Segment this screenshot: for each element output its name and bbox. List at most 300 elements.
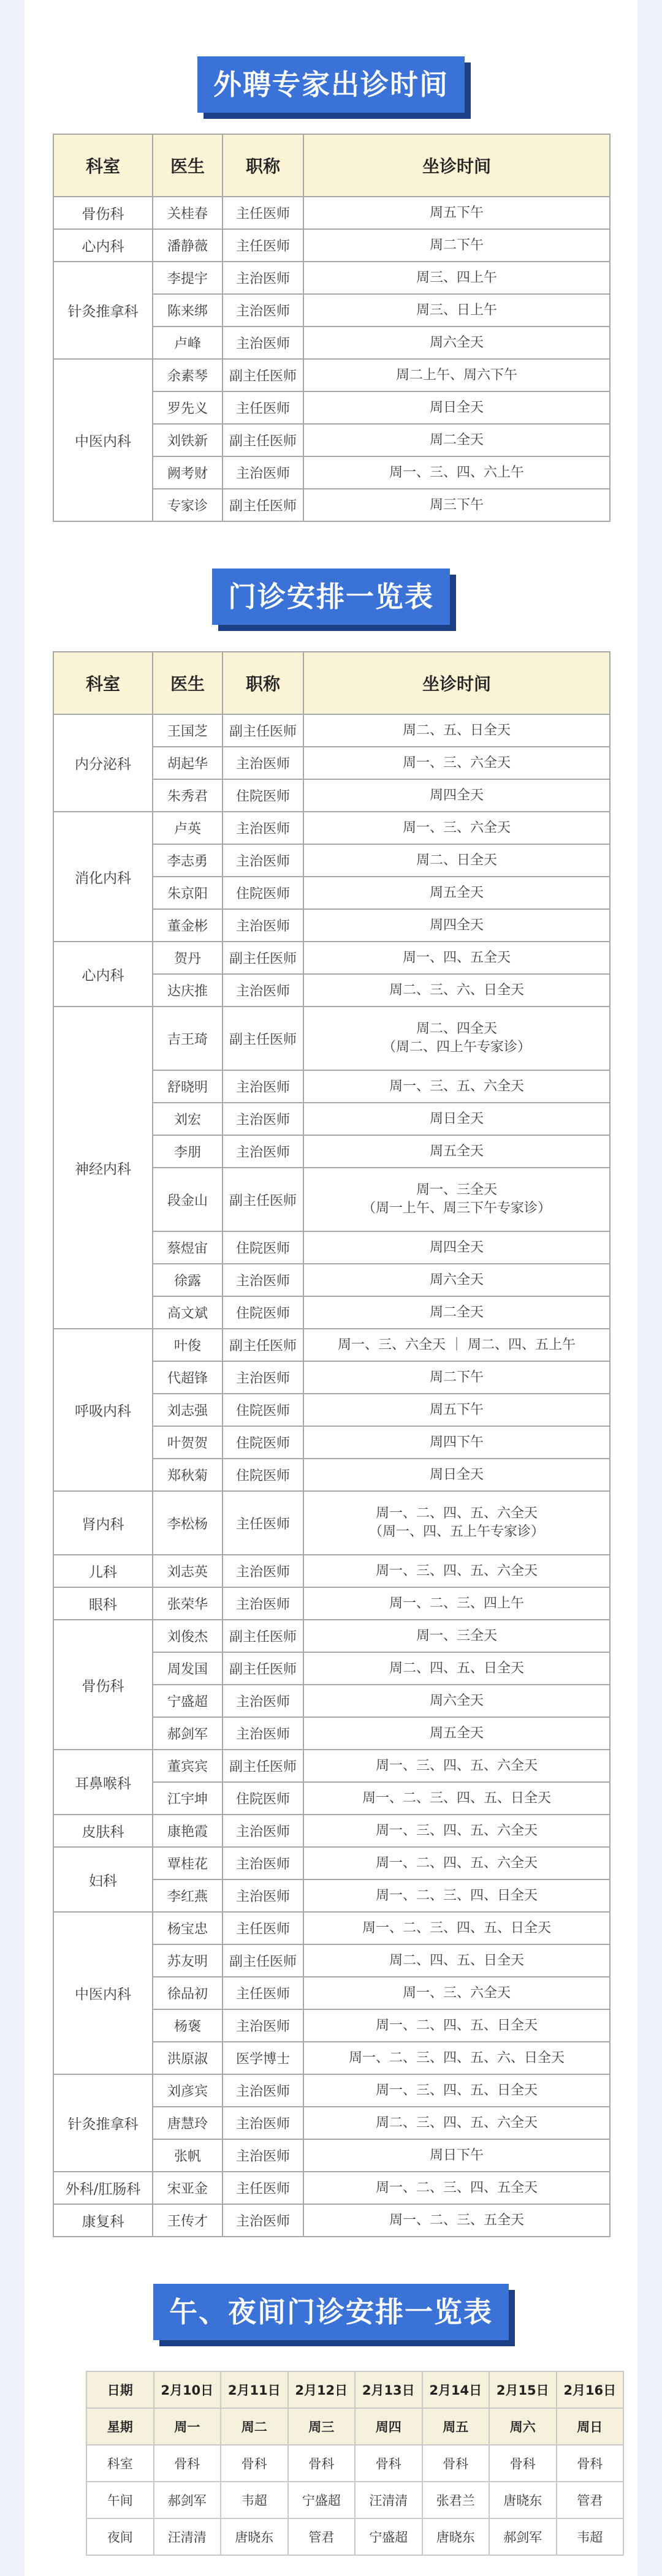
title-cell: 主治医师 [223, 2139, 303, 2172]
clinic-schedule-table [53, 651, 611, 2237]
schedule-cell [303, 1587, 610, 1620]
schedule-cell [303, 779, 610, 812]
table-row [53, 2172, 610, 2204]
schedule-cell [303, 1491, 610, 1555]
noon-night-schedule-table [86, 2371, 624, 2556]
section1-title: 外聘专家出诊时间 [197, 56, 465, 113]
grid-row [86, 2371, 623, 2408]
title-cell: 副主任医师 [223, 1750, 303, 1782]
schedule-cell [303, 1815, 610, 1847]
row-label-cell: 星期 [86, 2408, 154, 2445]
schedule-cell [303, 294, 610, 327]
doctor-cell: 舒晓明 [153, 1070, 223, 1103]
schedule-cell [303, 1782, 610, 1815]
department-cell: 呼吸内科 [53, 1329, 153, 1491]
grid-cell: 韦超 [557, 2518, 624, 2555]
grid-cell: 管君 [288, 2518, 356, 2555]
schedule-text: 周五下午 [429, 1402, 484, 1418]
section2-heading [25, 568, 637, 625]
grid-cell: 宁盛超 [355, 2518, 422, 2555]
title-cell: 主治医师 [223, 1361, 303, 1394]
schedule-text: 周一、二、三、四、五、日全天 [362, 1920, 551, 1936]
schedule-text: 周五全天 [429, 885, 484, 901]
title-cell: 主治医师 [223, 2204, 303, 2237]
schedule-cell [303, 909, 610, 942]
doctor-cell: 贺丹 [153, 942, 223, 974]
doctor-cell: 刘彦宾 [153, 2074, 223, 2107]
doctor-cell: 罗先义 [153, 391, 223, 424]
title-cell: 主治医师 [223, 974, 303, 1007]
schedule-cell [303, 1879, 610, 1912]
grid-cell: 郝剑军 [489, 2518, 557, 2555]
schedule-cell [303, 1944, 610, 1977]
grid-cell: 韦超 [221, 2482, 288, 2518]
doctor-cell: 康艳霞 [153, 1815, 223, 1847]
schedule-text: 周四全天 [429, 787, 484, 803]
doctor-cell: 胡起华 [153, 747, 223, 779]
doctor-cell: 宋亚金 [153, 2172, 223, 2204]
department-cell: 儿科 [53, 1555, 153, 1587]
schedule-cell [303, 1685, 610, 1717]
title-cell: 主任医师 [223, 2172, 303, 2204]
title-cell: 主治医师 [223, 456, 303, 489]
department-cell: 心内科 [53, 229, 153, 262]
schedule-text: 周二、三、六、日全天 [389, 982, 524, 998]
grid-cell: 骨科 [422, 2445, 490, 2482]
department-cell: 中医内科 [53, 1912, 153, 2074]
schedule-cell [303, 2009, 610, 2042]
table-row [53, 359, 610, 391]
title-cell: 主任医师 [223, 1912, 303, 1944]
grid-cell: 唐晓东 [422, 2518, 490, 2555]
department-cell: 眼科 [53, 1587, 153, 1620]
doctor-cell: 唐慧玲 [153, 2107, 223, 2139]
schedule-text: 周五全天 [429, 1143, 484, 1159]
doctor-cell: 代超锋 [153, 1361, 223, 1394]
title-cell: 医学博士 [223, 2042, 303, 2074]
schedule-cell [303, 942, 610, 974]
grid-cell: 2月15日 [489, 2371, 557, 2408]
table-row [53, 1491, 610, 1555]
grid-cell: 2月14日 [422, 2371, 490, 2408]
schedule-text: 周一、三、四、五、日全天 [375, 2082, 538, 2098]
schedule-cell [303, 1977, 610, 2009]
schedule-text: 周五下午 [429, 205, 484, 221]
doctor-cell: 杨褒 [153, 2009, 223, 2042]
department-cell: 肾内科 [53, 1491, 153, 1555]
title-cell: 主治医师 [223, 1815, 303, 1847]
department-cell: 妇科 [53, 1847, 153, 1912]
title-cell: 主治医师 [223, 2107, 303, 2139]
schedule-cell [303, 1361, 610, 1394]
doctor-cell: 周发国 [153, 1652, 223, 1685]
title-cell: 主治医师 [223, 844, 303, 877]
doctor-cell: 朱秀君 [153, 779, 223, 812]
title-cell: 主治医师 [223, 327, 303, 359]
schedule-text: 周一、二、三、四、五、六、日全天 [348, 2050, 565, 2066]
grid-cell: 周四 [355, 2408, 422, 2445]
grid-cell: 骨科 [221, 2445, 288, 2482]
title-cell: 主任医师 [223, 1977, 303, 2009]
grid-cell: 周一 [154, 2408, 221, 2445]
grid-cell: 骨科 [154, 2445, 221, 2482]
section3-heading [25, 2284, 637, 2340]
schedule-note: （周二、四上午专家诊） [382, 1040, 531, 1055]
schedule-note: （周一上午、周三下午专家诊） [362, 1201, 551, 1216]
schedule-text: 周一、三全天 [416, 1628, 497, 1644]
doctor-cell: 段金山 [153, 1168, 223, 1231]
doctor-cell: 余素琴 [153, 359, 223, 391]
column-header: 坐诊时间 [303, 134, 610, 197]
doctor-cell: 高文斌 [153, 1296, 223, 1329]
schedule-text: 周三、四上午 [416, 270, 497, 285]
table-row [53, 197, 610, 229]
schedule-cell [303, 2074, 610, 2107]
schedule-cell [303, 1750, 610, 1782]
schedule-text: 周一、四、五全天 [402, 950, 511, 965]
title-cell: 主任医师 [223, 1491, 303, 1555]
title-cell: 住院医师 [223, 779, 303, 812]
schedule-cell [303, 877, 610, 909]
doctor-cell: 洪原淑 [153, 2042, 223, 2074]
doctor-cell: 董宾宾 [153, 1750, 223, 1782]
doctor-cell: 关桂春 [153, 197, 223, 229]
title-cell: 主治医师 [223, 294, 303, 327]
schedule-cell [303, 197, 610, 229]
grid-cell: 骨科 [355, 2445, 422, 2482]
title-cell: 主治医师 [223, 2009, 303, 2042]
grid-cell: 周日 [557, 2408, 624, 2445]
column-header: 医生 [153, 134, 223, 197]
schedule-cell [303, 1135, 610, 1168]
schedule-text: 周二全天 [429, 432, 484, 448]
doctor-cell: 徐露 [153, 1264, 223, 1296]
title-cell: 副主任医师 [223, 1329, 303, 1361]
title-cell: 主治医师 [223, 1103, 303, 1135]
schedule-text: 周一、三、六全天 ｜ 周二、四、五上午 [338, 1337, 576, 1353]
column-header: 职称 [223, 134, 303, 197]
title-cell: 主治医师 [223, 909, 303, 942]
title-cell: 主治医师 [223, 1847, 303, 1879]
schedule-text: 周一、二、三、四、五、日全天 [362, 1790, 551, 1806]
table-row [53, 1815, 610, 1847]
grid-cell: 骨科 [288, 2445, 356, 2482]
schedule-cell [303, 1620, 610, 1652]
section3-title: 午、夜间门诊安排一览表 [153, 2284, 509, 2340]
grid-cell: 汪清清 [154, 2518, 221, 2555]
schedule-cell [303, 262, 610, 294]
title-cell: 主治医师 [223, 812, 303, 844]
doctor-cell: 王国芝 [153, 714, 223, 747]
schedule-text: 周四全天 [429, 1239, 484, 1255]
doctor-cell: 江宇坤 [153, 1782, 223, 1815]
table-row [53, 1847, 610, 1879]
title-cell: 副主任医师 [223, 1168, 303, 1231]
title-cell: 副主任医师 [223, 1007, 303, 1070]
schedule-cell [303, 456, 610, 489]
grid-cell: 周六 [489, 2408, 557, 2445]
schedule-text: 周三下午 [429, 497, 484, 513]
schedule-cell [303, 812, 610, 844]
doctor-cell: 卢英 [153, 812, 223, 844]
doctor-cell: 董金彬 [153, 909, 223, 942]
grid-row [86, 2482, 623, 2518]
schedule-cell [303, 2139, 610, 2172]
doctor-cell: 叶俊 [153, 1329, 223, 1361]
doctor-cell: 李松杨 [153, 1491, 223, 1555]
schedule-cell [303, 974, 610, 1007]
title-cell: 住院医师 [223, 877, 303, 909]
schedule-cell [303, 714, 610, 747]
schedule-text: 周一、三、六全天 [402, 755, 511, 771]
schedule-text: 周二、四、五、日全天 [389, 1952, 524, 1968]
section1-heading [25, 56, 637, 113]
schedule-text: 周一、二、三、四、五全天 [375, 2180, 538, 2196]
schedule-cell [303, 1007, 610, 1070]
doctor-cell: 郑秋菊 [153, 1459, 223, 1491]
doctor-cell: 阙考财 [153, 456, 223, 489]
schedule-text: 周五全天 [429, 1725, 484, 1741]
schedule-cell [303, 489, 610, 521]
department-cell: 骨伤科 [53, 197, 153, 229]
schedule-text: 周一、二、四、五、日全天 [375, 2017, 538, 2033]
grid-cell: 唐晓东 [489, 2482, 557, 2518]
title-cell: 主治医师 [223, 1264, 303, 1296]
schedule-text: 周六全天 [429, 1272, 484, 1288]
title-cell: 主治医师 [223, 262, 303, 294]
doctor-cell: 达庆推 [153, 974, 223, 1007]
schedule-cell [303, 2172, 610, 2204]
department-cell: 耳鼻喉科 [53, 1750, 153, 1815]
schedule-text: 周日全天 [429, 399, 484, 415]
title-cell: 主治医师 [223, 1555, 303, 1587]
schedule-text: 周二、五、日全天 [402, 722, 511, 738]
column-header: 科室 [53, 652, 153, 714]
column-header: 科室 [53, 134, 153, 197]
schedule-cell [303, 1912, 610, 1944]
title-cell: 主治医师 [223, 1587, 303, 1620]
row-label-cell: 科室 [86, 2445, 154, 2482]
title-cell: 副主任医师 [223, 1944, 303, 1977]
schedule-text: 周二下午 [429, 1369, 484, 1385]
row-label-cell: 夜间 [86, 2518, 154, 2555]
doctor-cell: 李志勇 [153, 844, 223, 877]
schedule-page [25, 0, 637, 2576]
doctor-cell: 刘俊杰 [153, 1620, 223, 1652]
doctor-cell: 张帆 [153, 2139, 223, 2172]
doctor-cell: 宁盛超 [153, 1685, 223, 1717]
row-label-cell: 日期 [86, 2371, 154, 2408]
department-cell: 神经内科 [53, 1007, 153, 1329]
schedule-text: 周二、四全天 [416, 1021, 497, 1037]
department-cell: 心内科 [53, 942, 153, 1007]
grid-cell: 周二 [221, 2408, 288, 2445]
schedule-text: 周日全天 [429, 1467, 484, 1483]
doctor-cell: 刘志英 [153, 1555, 223, 1587]
schedule-text: 周一、二、四、五、六全天 [375, 1506, 538, 1521]
table-row [53, 2074, 610, 2107]
doctor-cell: 徐品初 [153, 1977, 223, 2009]
doctor-cell: 杨宝忠 [153, 1912, 223, 1944]
table-row [53, 2204, 610, 2237]
grid-cell: 汪清清 [355, 2482, 422, 2518]
title-cell: 主治医师 [223, 1717, 303, 1750]
department-cell: 中医内科 [53, 359, 153, 521]
grid-cell: 唐晓东 [221, 2518, 288, 2555]
schedule-text: 周一、三、六全天 [402, 820, 511, 836]
title-cell: 副主任医师 [223, 1652, 303, 1685]
doctor-cell: 吉王琦 [153, 1007, 223, 1070]
schedule-text: 周一、三、四、五、六全天 [375, 1822, 538, 1838]
schedule-cell [303, 359, 610, 391]
title-cell: 副主任医师 [223, 714, 303, 747]
schedule-text: 周一、二、三、四上午 [389, 1595, 524, 1611]
schedule-cell [303, 844, 610, 877]
schedule-cell [303, 1264, 610, 1296]
doctor-cell: 刘铁新 [153, 424, 223, 456]
grid-row [86, 2445, 623, 2482]
schedule-cell [303, 1847, 610, 1879]
grid-cell: 2月11日 [221, 2371, 288, 2408]
schedule-note: （周一、四、五上午专家诊） [368, 1524, 544, 1539]
grid-cell: 郝剑军 [154, 2482, 221, 2518]
grid-row [86, 2518, 623, 2555]
column-header: 职称 [223, 652, 303, 714]
schedule-text: 周一、二、四、五、六全天 [375, 1855, 538, 1871]
schedule-text: 周六全天 [429, 1693, 484, 1709]
schedule-cell [303, 1717, 610, 1750]
doctor-cell: 卢峰 [153, 327, 223, 359]
grid-cell: 2月12日 [288, 2371, 356, 2408]
schedule-cell [303, 1103, 610, 1135]
department-cell: 内分泌科 [53, 714, 153, 812]
schedule-cell [303, 1231, 610, 1264]
schedule-cell [303, 1329, 610, 1361]
table-row [53, 1750, 610, 1782]
department-cell: 外科/肛肠科 [53, 2172, 153, 2204]
department-cell: 康复科 [53, 2204, 153, 2237]
title-cell: 主治医师 [223, 1879, 303, 1912]
doctor-cell: 李红燕 [153, 1879, 223, 1912]
doctor-cell: 刘志强 [153, 1394, 223, 1426]
doctor-cell: 覃桂花 [153, 1847, 223, 1879]
title-cell: 住院医师 [223, 1296, 303, 1329]
grid-cell: 宁盛超 [288, 2482, 356, 2518]
schedule-cell [303, 327, 610, 359]
schedule-text: 周一、二、三、四、日全天 [375, 1887, 538, 1903]
schedule-text: 周一、三、六全天 [402, 1985, 511, 2001]
schedule-cell [303, 424, 610, 456]
doctor-cell: 陈来绑 [153, 294, 223, 327]
grid-cell: 周三 [288, 2408, 356, 2445]
doctor-cell: 李朋 [153, 1135, 223, 1168]
department-cell: 消化内科 [53, 812, 153, 942]
schedule-cell [303, 391, 610, 424]
title-cell: 主治医师 [223, 2074, 303, 2107]
doctor-cell: 刘宏 [153, 1103, 223, 1135]
schedule-text: 周二、四、五、日全天 [389, 1660, 524, 1676]
title-cell: 主治医师 [223, 1685, 303, 1717]
schedule-text: 周四全天 [429, 917, 484, 933]
schedule-cell [303, 2042, 610, 2074]
section2-title: 门诊安排一览表 [212, 568, 450, 625]
schedule-text: 周二下午 [429, 237, 484, 253]
doctor-cell: 王传才 [153, 2204, 223, 2237]
grid-cell: 2月13日 [355, 2371, 422, 2408]
table-row [53, 1555, 610, 1587]
grid-cell: 骨科 [557, 2445, 624, 2482]
table-row [53, 229, 610, 262]
schedule-text: 周三、日上午 [416, 302, 497, 318]
table-row [53, 1587, 610, 1620]
schedule-text: 周日下午 [429, 2147, 484, 2163]
schedule-text: 周二、日全天 [416, 852, 497, 868]
schedule-text: 周一、三、四、五、六全天 [375, 1563, 538, 1579]
doctor-cell: 李提宇 [153, 262, 223, 294]
title-cell: 主任医师 [223, 229, 303, 262]
title-cell: 主治医师 [223, 747, 303, 779]
table-row [53, 1007, 610, 1070]
schedule-text: 周二、三、四、五、六全天 [375, 2115, 538, 2131]
title-cell: 副主任医师 [223, 489, 303, 521]
doctor-cell: 叶贺贺 [153, 1426, 223, 1459]
title-cell: 住院医师 [223, 1231, 303, 1264]
doctor-cell: 潘静薇 [153, 229, 223, 262]
schedule-text: 周一、三、四、五、六全天 [375, 1758, 538, 1773]
title-cell: 副主任医师 [223, 1620, 303, 1652]
schedule-cell [303, 2107, 610, 2139]
schedule-cell [303, 1426, 610, 1459]
title-cell: 副主任医师 [223, 424, 303, 456]
schedule-text: 周二上午、周六下午 [395, 367, 517, 383]
grid-row [86, 2408, 623, 2445]
doctor-cell: 郝剑军 [153, 1717, 223, 1750]
row-label-cell: 午间 [86, 2482, 154, 2518]
doctor-cell: 张荣华 [153, 1587, 223, 1620]
department-cell: 骨伤科 [53, 1620, 153, 1750]
schedule-text: 周一、三全天 [416, 1182, 497, 1198]
title-cell: 住院医师 [223, 1394, 303, 1426]
table-row [53, 262, 610, 294]
column-header: 坐诊时间 [303, 652, 610, 714]
schedule-cell [303, 1394, 610, 1426]
title-cell: 住院医师 [223, 1459, 303, 1491]
grid-cell: 管君 [557, 2482, 624, 2518]
doctor-cell: 朱京阳 [153, 877, 223, 909]
schedule-text: 周四下午 [429, 1434, 484, 1450]
schedule-text: 周一、三、四、六上午 [389, 464, 524, 480]
doctor-cell: 蔡煜宙 [153, 1231, 223, 1264]
title-cell: 住院医师 [223, 1426, 303, 1459]
schedule-cell [303, 229, 610, 262]
table-row [53, 942, 610, 974]
schedule-text: 周日全天 [429, 1111, 484, 1127]
column-header: 医生 [153, 652, 223, 714]
doctor-cell: 苏友明 [153, 1944, 223, 1977]
grid-cell: 周五 [422, 2408, 490, 2445]
title-cell: 主治医师 [223, 1070, 303, 1103]
title-cell: 主治医师 [223, 1135, 303, 1168]
grid-cell: 张君兰 [422, 2482, 490, 2518]
grid-cell: 2月16日 [557, 2371, 624, 2408]
department-cell: 皮肤科 [53, 1815, 153, 1847]
title-cell: 主任医师 [223, 391, 303, 424]
schedule-cell [303, 1168, 610, 1231]
expert-schedule-table [53, 134, 611, 522]
schedule-cell [303, 2204, 610, 2237]
schedule-cell [303, 747, 610, 779]
department-cell: 针灸推拿科 [53, 262, 153, 359]
